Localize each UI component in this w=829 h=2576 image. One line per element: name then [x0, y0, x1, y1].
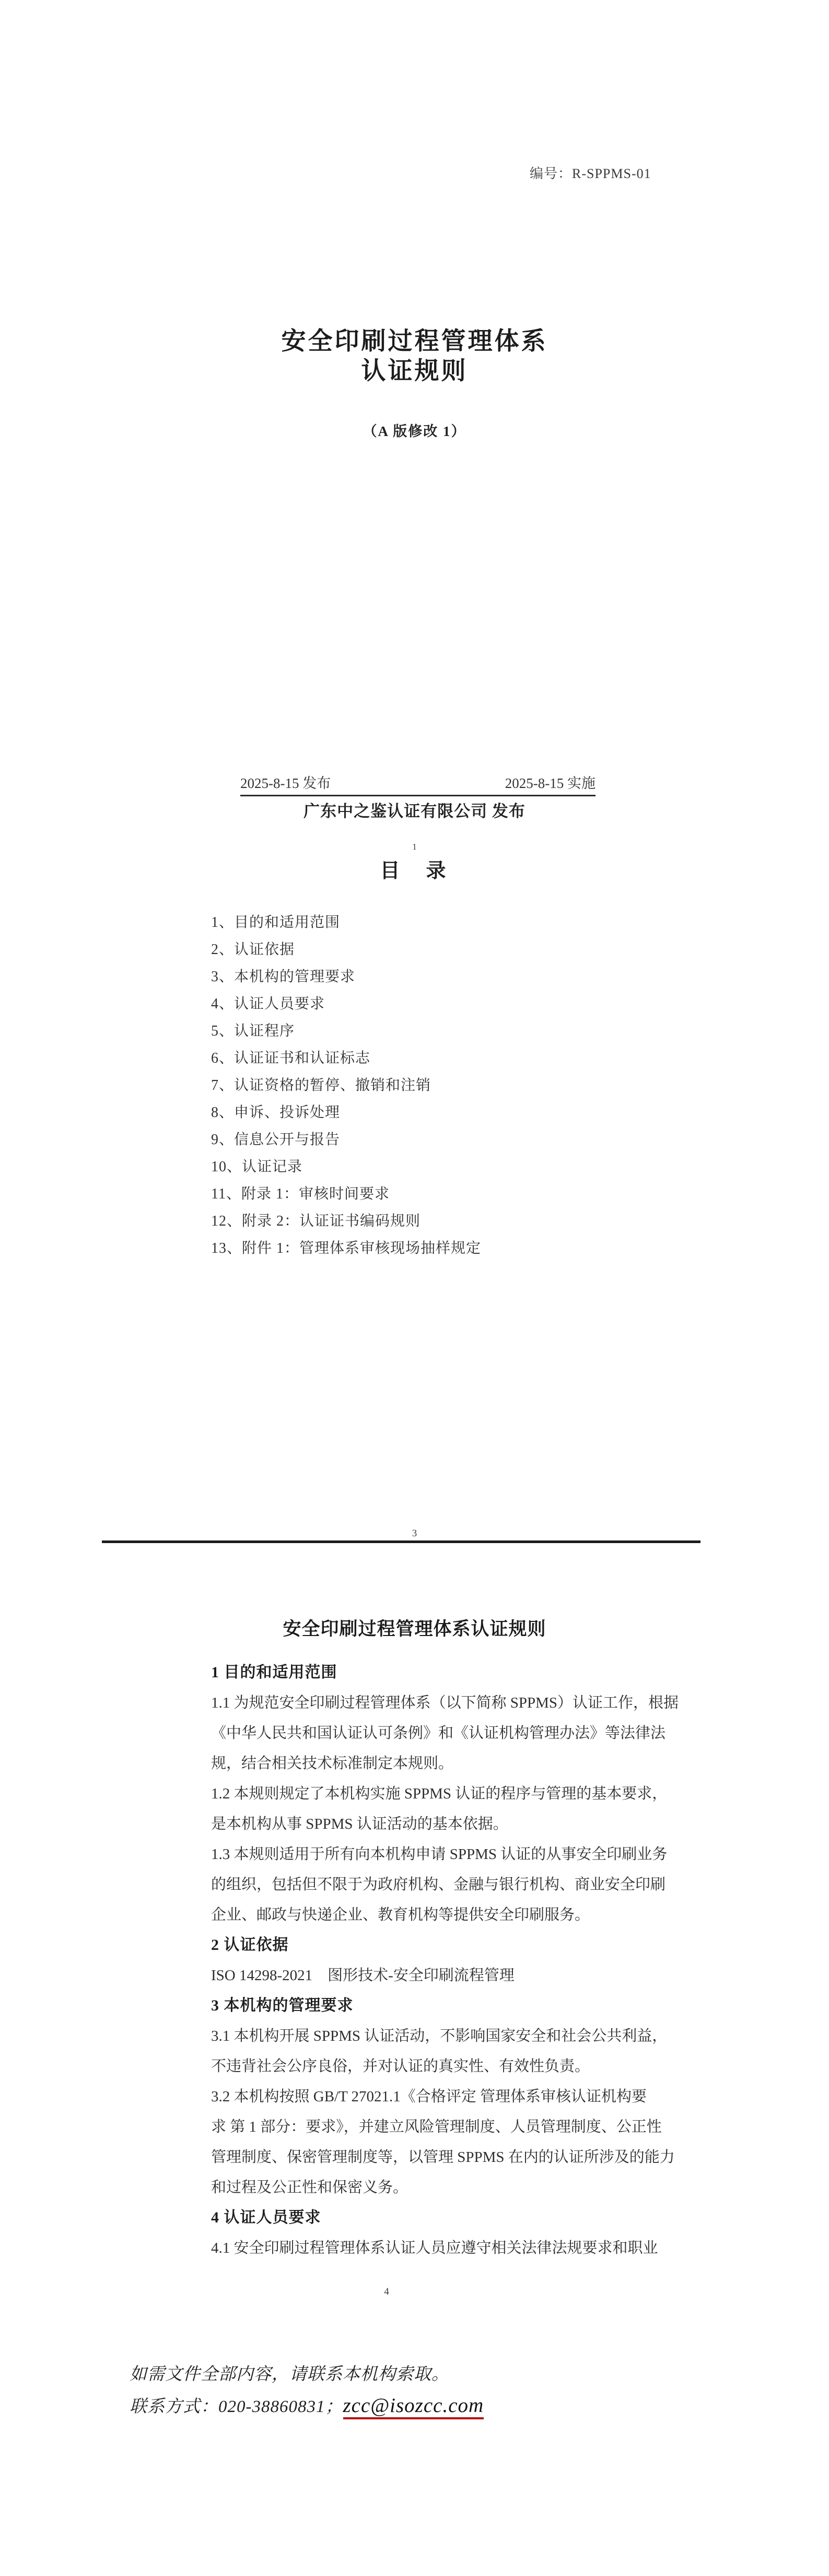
section-heading-3: 3 本机构的管理要求 — [211, 1997, 354, 2014]
toc-item: 11、附录 1：审核时间要求 — [211, 1186, 390, 1202]
rules-body-text — [211, 1657, 692, 2263]
toc-item: 3、本机构的管理要求 — [211, 969, 356, 985]
body-line: 企业、邮政与快递企业、教育机构等提供安全印刷服务。 — [211, 1907, 590, 1923]
edition-note: （A 版修改 1） — [363, 424, 466, 439]
body-line: 规，结合相关技术标准制定本规则。 — [211, 1755, 454, 1772]
toc-item: 9、信息公开与报告 — [211, 1132, 341, 1148]
page-number-toc: 3 — [412, 1528, 417, 1539]
body-line: 管理制度、保密管理制度等，以管理 SPPMS 在内的认证所涉及的能力 — [211, 2149, 675, 2166]
toc-item: 10、认证记录 — [211, 1159, 303, 1175]
body-line: 的组织，包括但不限于为政府机构、金融与银行机构、商业安全印刷 — [211, 1876, 666, 1893]
document-number: 编号：R-SPPMS-01 — [530, 166, 651, 181]
section-heading-2: 2 认证依据 — [211, 1936, 289, 1954]
toc-item: 7、认证资格的暂停、撤销和注销 — [211, 1077, 431, 1093]
footer-contact-line — [130, 2393, 484, 2417]
toc-item: 4、认证人员要求 — [211, 996, 325, 1012]
cover-title-line1: 安全印刷过程管理体系 — [281, 328, 548, 355]
body-line: 和过程及公正性和保密义务。 — [211, 2179, 408, 2196]
body-line: 3.1 本机构开展 SPPMS 认证活动，不影响国家安全和社会公共利益， — [211, 2028, 668, 2044]
toc-item: 13、附件 1：管理体系审核现场抽样规定 — [211, 1240, 482, 1256]
email-link[interactable]: zcc@isozcc.com — [343, 2394, 484, 2419]
toc-heading: 目 录 — [380, 860, 449, 882]
toc-item: 12、附录 2：认证证书编码规则 — [211, 1213, 421, 1229]
toc-list — [211, 909, 481, 1262]
publisher-line: 广东中之鉴认证有限公司 发布 — [303, 802, 526, 820]
toc-item: 2、认证依据 — [211, 942, 295, 958]
footer-notice: 如需文件全部内容，请联系本机构索取。 — [130, 2365, 449, 2384]
toc-item: 8、申诉、投诉处理 — [211, 1104, 341, 1121]
body-line: 1.1 为规范安全印刷过程管理体系（以下简称 SPPMS）认证工作，根据 — [211, 1695, 679, 1711]
body-line: 1.2 本规则规定了本机构实施 SPPMS 认证的程序与管理的基本要求， — [211, 1785, 668, 1802]
body-line: ISO 14298-2021 图形技术-安全印刷流程管理 — [211, 1967, 515, 1984]
toc-item: 1、目的和适用范围 — [211, 914, 341, 931]
implement-date: 2025-8-15 实施 — [505, 775, 596, 791]
page-number-rules: 4 — [384, 2286, 389, 2297]
page-number-cover: 1 — [412, 842, 417, 852]
contact-phone: 联系方式：020-38860831； — [130, 2397, 343, 2416]
body-line: 4.1 安全印刷过程管理体系认证人员应遵守相关法律法规要求和职业 — [211, 2240, 658, 2256]
section-heading-4: 4 认证人员要求 — [211, 2209, 321, 2226]
toc-item: 6、认证证书和认证标志 — [211, 1050, 371, 1066]
toc-item: 5、认证程序 — [211, 1023, 295, 1039]
page-break-divider — [102, 1540, 700, 1543]
body-line: 不违背社会公序良俗，并对认证的真实性、有效性负责。 — [211, 2058, 590, 2075]
issue-date: 2025-8-15 发布 — [240, 775, 331, 791]
body-line: 求 第 1 部分：要求》，并建立风险管理制度、人员管理制度、公正性 — [211, 2119, 662, 2135]
cover-title — [0, 327, 829, 386]
body-line: 1.3 本规则适用于所有向本机构申请 SPPMS 认证的从事安全印刷业务 — [211, 1846, 668, 1863]
body-line: 是本机构从事 SPPMS 认证活动的基本依据。 — [211, 1816, 508, 1832]
body-line: 3.2 本机构按照 GB/T 27021.1《合格评定 管理体系审核认证机构要 — [211, 2088, 647, 2105]
rules-page-title: 安全印刷过程管理体系认证规则 — [283, 1619, 546, 1639]
issue-implement-dates — [240, 772, 596, 796]
cover-title-line2: 认证规则 — [361, 358, 468, 385]
body-line: 《中华人民共和国认证认可条例》和《认证机构管理办法》等法律法 — [211, 1725, 666, 1742]
section-heading-1: 1 目的和适用范围 — [211, 1664, 337, 1681]
